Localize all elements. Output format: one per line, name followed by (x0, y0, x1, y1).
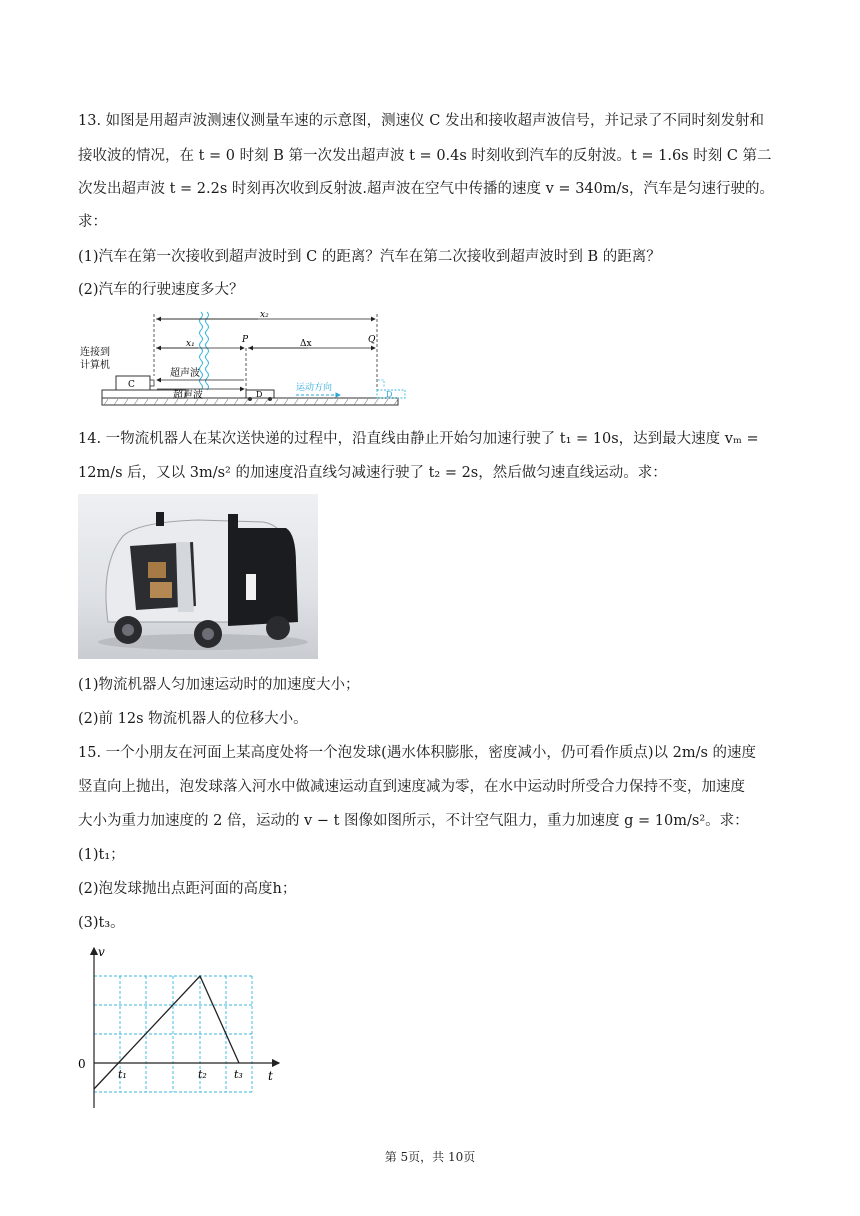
q14-line2: 12m/s 后，又以 3m/s² 的加速度沿直线匀减速行驶了 t₂ = 2s，然后做匀速直线运动。求： (78, 465, 667, 481)
q13-line3: 次发出超声波 t = 2.2s 时刻再次收到反射波.超声波在空气中传播的速度 v = 340m/s，汽车是匀速行驶的。 (78, 181, 774, 197)
t2-label: t₂ (198, 1068, 207, 1081)
q14-sub1: (1)物流机器人匀加速运动时的加速度大小； (78, 677, 360, 693)
car-d-label: D (256, 390, 263, 399)
connect-label-1: 连接到 (80, 347, 110, 358)
logistics-robot-image (78, 494, 318, 659)
connect-label-2: 计算机 (80, 360, 110, 371)
ultrasonic-diagram (78, 310, 408, 414)
wave-lower-label: 超声波 (173, 390, 203, 401)
x2-label: x₂ (260, 310, 269, 320)
dx-label: Δx (300, 339, 312, 349)
wave-upper-label: 超声波 (170, 368, 200, 379)
x1-label: x₁ (186, 339, 195, 349)
q14-line1: 14. 一物流机器人在某次送快递的过程中，沿直线由静止开始匀加速行驶了 t₁ = 10s，达到最大速度 vₘ = (78, 431, 759, 447)
origin-label: 0 (78, 1057, 86, 1071)
q14-sub2: (2)前 12s 物流机器人的位移大小。 (78, 711, 308, 727)
page-footer: 第 5页，共 10页 (384, 1150, 476, 1164)
q15-sub2: (2)泡发球抛出点距河面的高度h； (78, 881, 297, 897)
t1-label: t₁ (118, 1068, 127, 1081)
q13-line4: 求： (78, 214, 107, 230)
q15-line1: 15. 一个小朋友在河面上某高度处将一个泡发球(遇水体积膨胀，密度减小，仍可看作质点)以 2m/s 的速度 (78, 745, 756, 761)
q15-line2: 竖直向上抛出，泡发球落入河水中做减速运动直到速度减为零，在水中运动时所受合力保持不变，加速度 (78, 779, 745, 795)
q15-sub3: (3)t₃。 (78, 915, 125, 931)
v-t-graph (74, 940, 286, 1110)
t3-label: t₃ (234, 1068, 243, 1081)
q13-sub2: (2)汽车的行驶速度多大？ (78, 282, 244, 298)
car-d-ghost-label: D (386, 390, 393, 399)
axis-t-label: t (268, 1069, 273, 1083)
p-label: P (242, 335, 249, 345)
q13-sub1: (1)汽车在第一次接收到超声波时到 C 的距离？汽车在第二次接收到超声波时到 B 的距离？ (78, 249, 661, 265)
q13-line1: 13. 如图是用超声波测速仪测量车速的示意图，测速仪 C 发出和接收超声波信号，并记录了不同时刻发射和 (78, 113, 764, 129)
q-label: Q (368, 335, 376, 345)
axis-v-label: v (98, 945, 105, 959)
q15-sub1: (1)t₁； (78, 847, 125, 863)
device-c-label: C (128, 380, 135, 390)
q15-line3: 大小为重力加速度的 2 倍，运动的 v − t 图像如图所示，不计空气阻力，重力加速度 g = 10m/s²。求： (78, 813, 749, 829)
q13-line2: 接收波的情况，在 t = 0 时刻 B 第一次发出超声波 t = 0.4s 时刻收到汽车的反射波。t = 1.6s 时刻 C 第二 (78, 148, 772, 164)
motion-label: 运动方向 (296, 383, 333, 393)
